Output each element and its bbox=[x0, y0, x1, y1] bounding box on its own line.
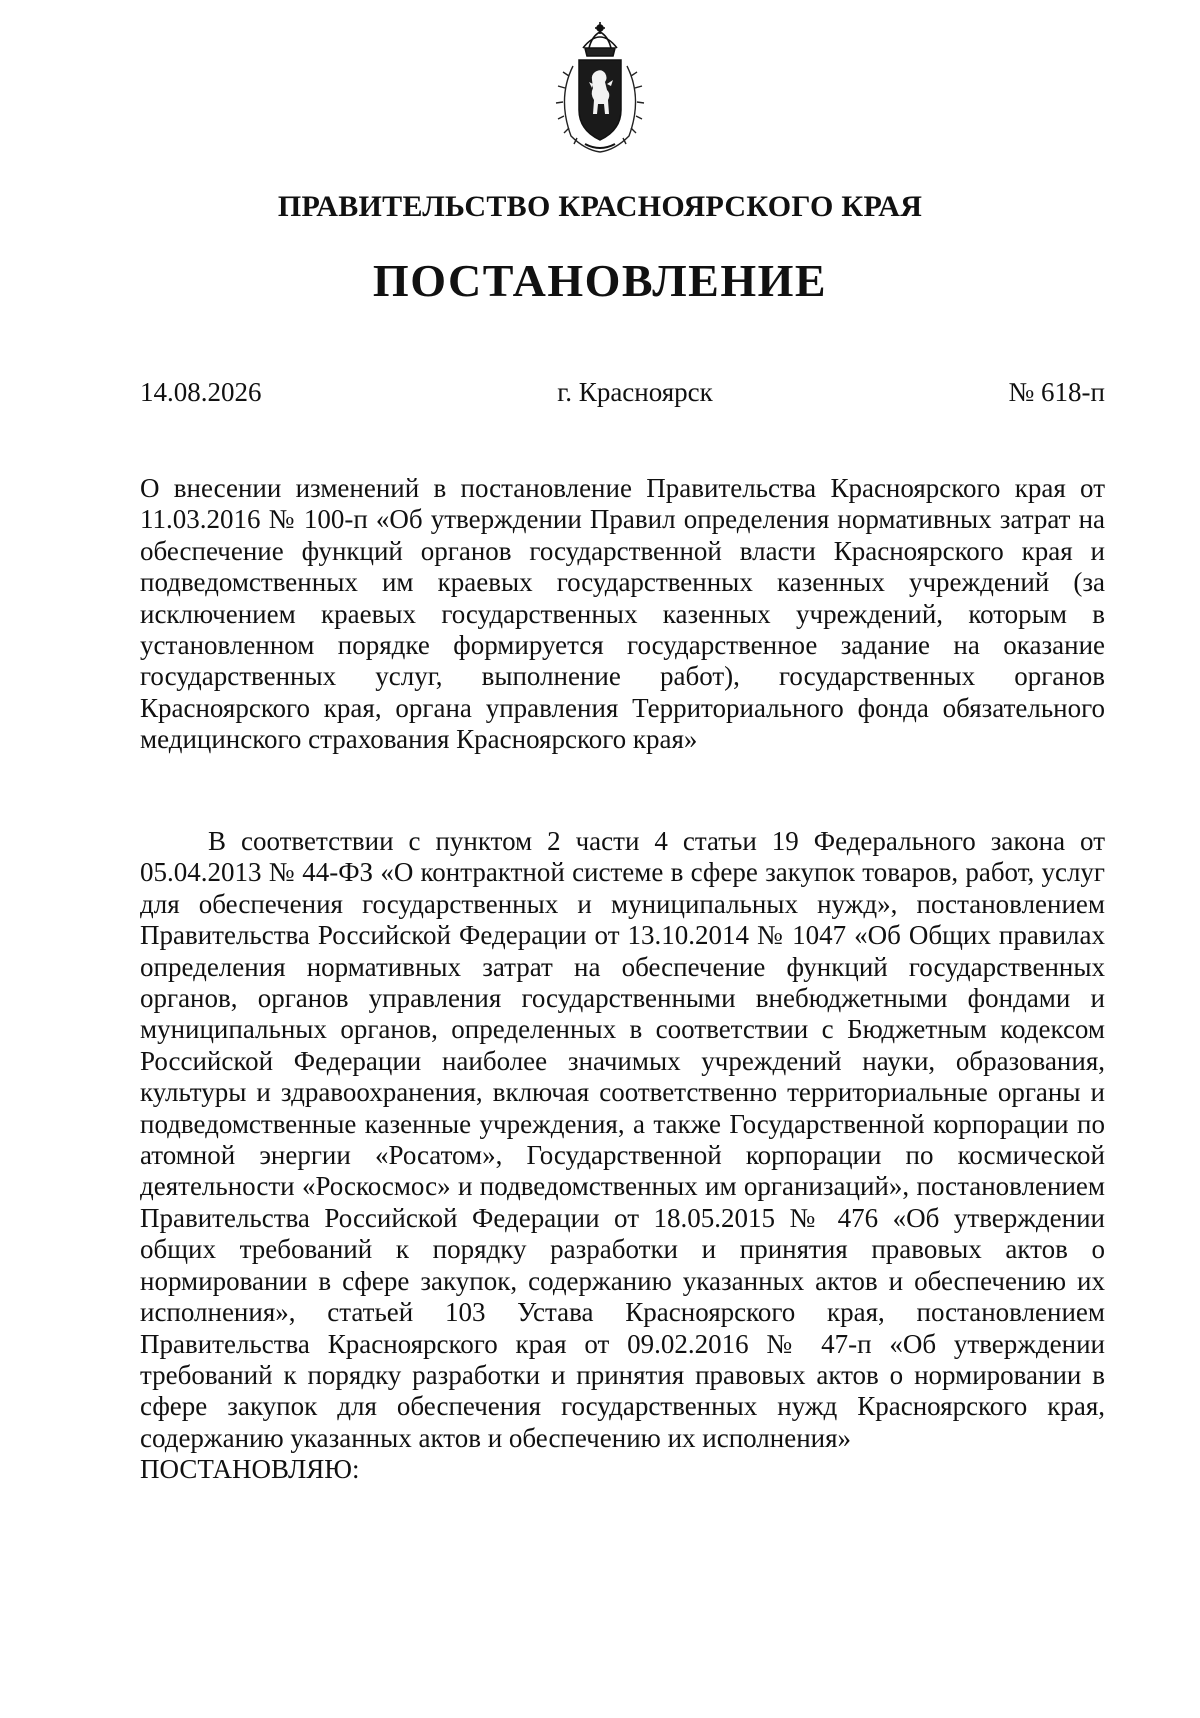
document-meta-row bbox=[140, 377, 1105, 408]
document-body bbox=[140, 826, 1105, 1486]
document-date: 14.08.2026 bbox=[140, 377, 262, 407]
document-number: № 618-п bbox=[1008, 377, 1105, 407]
document-city: г. Красноярск bbox=[557, 377, 713, 407]
krasnoyarsk-coat-of-arms-icon bbox=[545, 18, 655, 158]
document-type-title: ПОСТАНОВЛЕНИЕ bbox=[372, 255, 828, 306]
document-subject: О внесении изменений в постановление Правительства Красноярского края от 11.03.2016 № 100-п «Об утверждении Правил определения нормативных затрат на обеспечение функций органов государственной власти Красноярского края и подведомственных им краевых государственных казенных учреждений (за исключением краевых государственных казенных учреждений, которым в установленном порядке формируется государственное задание на оказание государственных услуг, выполнение работ), государственных органов Красноярского края, органа управления Территориального фонда обязательного медицинского страхования Красноярского края» bbox=[140, 473, 1105, 755]
government-name: ПРАВИТЕЛЬСТВО КРАСНОЯРСКОГО КРАЯ bbox=[277, 190, 923, 223]
body-paragraph: В соответствии с пунктом 2 части 4 статьи 19 Федерального закона от 05.04.2013 № 44-ФЗ «О контрактной системе в сфере закупок товаров, работ, услуг для обеспечения государственных и муниципальных нужд», постановлением Правительства Российской Федерации от 13.10.2014 № 1047 «Об Общих правилах определения нормативных затрат на обеспечение функций государственных органов, органов управления государственными внебюджетными фондами и муниципальных органов, определенных в соответствии с Бюджетным кодексом Российской Федерации наиболее значимых учреждений науки, образования, культуры и здравоохранения, включая соответственно территориальные органы и подведомственные казенные учреждения, а также Государственной корпорации по атомной энергии «Росатом», Государственной корпорации по космической деятельности «Роскосмос» и подведомственных им организаций», постановлением Правительства Российской Федерации от 18.05.2015 № 476 «Об утверждении общих требований к порядку разработки и принятия правовых актов о нормировании в сфере закупок, содержанию указанных актов и обеспечению их исполнения», статьей 103 Устава Красноярского края, постановлением Правительства Красноярского края от 09.02.2016 № 47-п «Об утверждении требований к порядку разработки и принятия правовых актов о нормировании в сфере закупок для обеспечения государственных нужд Красноярского края, содержанию указанных актов и обеспечению их исполнения» bbox=[140, 826, 1105, 1453]
decree-word: ПОСТАНОВЛЯЮ: bbox=[140, 1454, 360, 1485]
